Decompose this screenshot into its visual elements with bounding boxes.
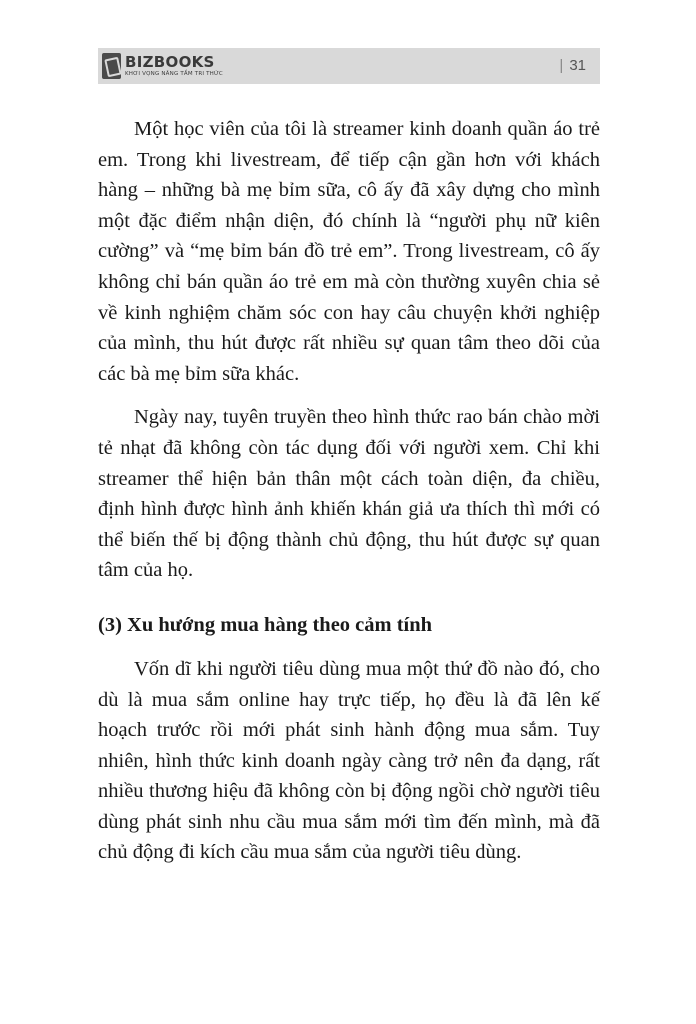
running-header	[98, 48, 600, 84]
logo-text	[125, 52, 223, 78]
brand-name: BIZBOOKS	[125, 52, 215, 71]
page-number: 31	[569, 57, 586, 74]
section-heading: (3) Xu hướng mua hàng theo cảm tính	[98, 613, 433, 636]
page-body	[98, 114, 600, 881]
publisher-logo	[102, 51, 223, 81]
body-paragraph: Một học viên của tôi là streamer kinh doanh quần áo trẻ em. Trong khi livestream, để tiếp cận gần hơn với khách hàng – những bà mẹ bỉm sữa, cô ấy đã xây dựng cho mình một đặc điểm nhận diện, đó chính là “người phụ nữ kiên cường” và “mẹ bỉm bán đồ trẻ em”. Trong livestream, cô ấy không chỉ bán quần áo trẻ em mà còn thường xuyên chia sẻ về kinh nghiệm chăm sóc con hay câu chuyện khởi nghiệp của mình, thu hút được rất nhiều sự quan tâm theo dõi của các bà mẹ bỉm sữa khác.	[98, 118, 600, 385]
body-paragraph: Vốn dĩ khi người tiêu dùng mua một thứ đồ nào đó, cho dù là mua sắm online hay trực tiếp, họ đều là đã lên kế hoạch trước rồi mới phát sinh hành động mua sắm. Tuy nhiên, hình thức kinh doanh ngày càng trở nên đa dạng, rất nhiều thương hiệu đã không còn bị động ngồi chờ người tiêu dùng phát sinh nhu cầu mua sắm mới tìm đến mình, mà đã chủ động đi kích cầu mua sắm của người tiêu dùng.	[98, 657, 600, 864]
page-number-separator: |	[559, 57, 564, 74]
page-number-block	[559, 57, 586, 74]
book-logo-icon	[102, 53, 121, 79]
body-paragraph: Ngày nay, tuyên truyền theo hình thức rao bán chào mời tẻ nhạt đã không còn tác dụng đối với người xem. Chỉ khi streamer thể hiện bản thân một cách toàn diện, đa chiều, định hình được hình ảnh khiến khán giả ưa thích thì mới có thể biến thế bị động thành chủ động, thu hút được sự quan tâm của họ.	[98, 406, 600, 582]
brand-tagline: KHƠI VỌNG NĂNG TẦM TRI THỨC	[125, 70, 223, 77]
